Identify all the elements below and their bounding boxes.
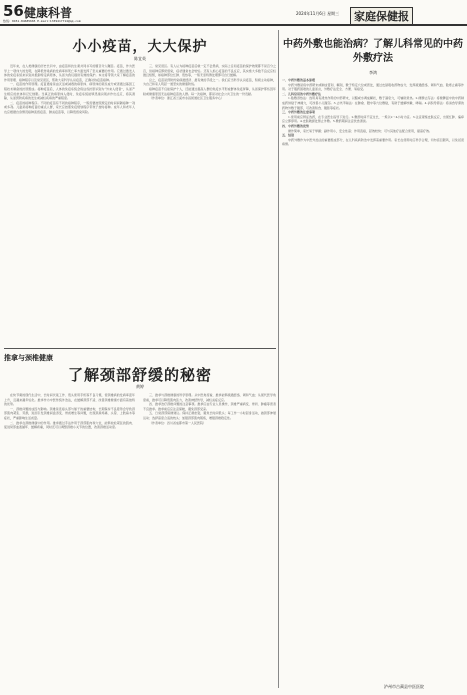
section-title: 健康科普 bbox=[24, 6, 73, 20]
article3-paragraph: 操作简单，家长易于掌握；副作用小，安全性高；作用直接，起效较快；可与其他疗法配合使用，提高疗效。 bbox=[288, 128, 433, 133]
article3-author: 李鸿 bbox=[369, 70, 377, 75]
article1-paragraph: 总之，疫苗是预防传染病最经济、最有效的手段之一。我们应当科学认识疫苗，积极主动接种，为自己和家人筑起一道坚实的健康防线。 bbox=[143, 77, 276, 87]
article1-affiliation: （作者单位：浙江省兰溪市永昌街道社区卫生服务中心） bbox=[149, 96, 225, 101]
issue-date: 2024年11月6日 星期三 bbox=[296, 11, 340, 16]
article3-paragraph: 1.使用前应辨证选药，在专业医生指导下进行。2.敷药时间不宜过长，一般以2～4小时为宜。3.注意观察皮肤反应，出现红肿、瘙痒应立即停用。4.皮肤破损处禁止外敷。5.敷药期间注意饮食清淡。 bbox=[282, 114, 464, 124]
article3-affiliation: 泸州市古蔺县中医医院 bbox=[384, 684, 424, 689]
column-divider bbox=[278, 30, 279, 688]
article1-paragraph: 近年来，在人类健康的历史长河中，由疫苗和抗生素共同书写的篇章令人瞩目。疫苗，作为医学上一项伟大的发明，在降低传染病的发病率和死亡率方面发挥了至关重要的作用。它通过激发人体的免疫系统来识别并抵御特定病原体，从而为我们提供有效的保护。本文将带领大家了解疫苗的作用原理、接种程序以及常见误区，帮助大家科学认识疫苗，正确对待疫苗接种。 bbox=[4, 64, 135, 82]
article3-section-heading: 五、结语 bbox=[282, 133, 295, 138]
article3-title: 中药外敷也能治病？了解儿科常见的中药外敷疗法 bbox=[283, 39, 463, 64]
article2-affiliation: （作者单位：四川省成都市第一人民医院） bbox=[149, 420, 207, 425]
article3-section-heading: 一、中药外敷的基本原理 bbox=[282, 78, 316, 82]
article2-paragraph: 二、推拿在颈椎健康中的作用。推拿通过手法作用于颈部肌肉和穴位，能够放松紧张的肌肉、促进局部血液循环、缓解疼痛，同时还可以调整颈椎小关节的位置，改善颈椎活动度。 bbox=[4, 420, 135, 430]
article1-title: 小小疫苗，大大保护 bbox=[72, 39, 208, 55]
article2-paragraph: 三、推拿与颈椎健康的科学原理。从中医角度看，推拿能够疏通经络、调和气血；从现代医学角度看，推拿可以降低肌肉张力，改善神经传导，减轻炎症反应。 bbox=[143, 393, 276, 402]
article3-paragraph: 中药外敷作为中医外治法的重要组成部分，在儿科疾病防治中发挥着重要作用。家长在使用时应科学合理，切勿盲目跟风，以免延误病情。 bbox=[282, 137, 464, 147]
article2-paragraph: 五、日常颈部保健建议。保持正确坐姿，避免长时间低头；每工作一小时起身活动，做颈部伸展运动；选择高度合适的枕头；加强颈部肌肉锻炼，增强颈椎稳定性。 bbox=[143, 411, 276, 420]
article2-column-left bbox=[4, 393, 135, 688]
newspaper-name: 家庭保健报 bbox=[350, 7, 413, 25]
article1-paragraph: 二、疫苗的接种程序。不同的疫苗有不同的接种程序，一般需要按照规定的时间间隔接种一剂或多剂。儿童是接种疫苗的重点人群，家长应按照免疫规划程序带孩子按时接种。成年人和老年人也应根据自身情况接种流感疫苗、肺炎疫苗等，以降低感染风险。 bbox=[4, 100, 135, 114]
article2-kicker: 推拿与颈椎健康 bbox=[4, 354, 53, 362]
page-number: 56 bbox=[3, 2, 24, 20]
article3-section-heading: 三、中药外敷的注意事项 bbox=[282, 110, 316, 115]
article3-paragraph: 1.贴敷退热法：选用具有清热作用的中药研末，以醋或水调成糊状，敷于涌泉穴，可辅助退热。2.健脾止泻法：将健脾温中的中药制成药饼贴于神阙穴，可改善小儿腹泻。3.止咳平喘法：在肺俞、膻中等穴位敷贴，有助于缓解咳嗽、哮喘。4.消积导滞法：将消食导滞的药物外敷于腹部，可改善积食、腹胀等症状。 bbox=[282, 96, 464, 110]
article-divider bbox=[4, 348, 276, 349]
article1-column-right bbox=[143, 64, 276, 346]
page-header bbox=[0, 0, 467, 26]
article3-section-heading: 二、儿科常用的中药外敷疗法 bbox=[282, 91, 322, 96]
article2-title: 了解颈部舒缓的秘密 bbox=[67, 366, 212, 384]
article1-paragraph: 一、疫苗的作用原理。疫苗通常是由灭活或减毒的病原体、病原体的某些成分或者通过基因工程技术制备的抗原组成。接种疫苗后，人体的免疫系统会将这些抗原识别为“外来入侵者”，从而产生相应的抗体和记忆细胞。当真正的病原体入侵时，免疫系统能够迅速识别并作出反应，将其清除，从而预防疾病的发生或减轻疾病的严重程度。 bbox=[4, 82, 135, 101]
article1-author: 陈宜英 bbox=[134, 56, 146, 61]
article1-column-left bbox=[4, 64, 135, 346]
article2-paragraph: 四、推拿治疗颈椎问题的注意事项。推拿应由专业人员操作，颈椎严重病变、骨折、肿瘤等患者不宜推拿。推拿前后应注意保暖，避免颈部受凉。 bbox=[143, 402, 276, 411]
article1-paragraph: 三、常见误区。有人认为接种疫苗后就一定不会患病，实际上任何疫苗的保护效果都不是百分之百，但接种后即使感染，症状通常也会较轻。还有人担心疫苗的不良反应，其实绝大多数不良反应轻微且短暂，如接种部位红肿、低热等，一般无需特殊处理即可自行缓解。 bbox=[143, 64, 276, 78]
article1-paragraph: 接种疫苗不仅能保护个人，还能通过提高人群的免疫水平形成群体免疫屏障，从而保护那些因年龄或健康原因无法接种疫苗的人群。每一次接种，都是对社会公共卫生的一份贡献。 bbox=[143, 86, 276, 96]
article2-paragraph: 在快节奏的现代生活中，长时间伏案工作、低头使用手机等不良习惯，使颈椎病的发病率逐年上升，且越来越年轻化。推拿作为中医传统外治法，在缓解颈部不适、改善颈椎健康方面有着独特的优势。 bbox=[4, 393, 135, 407]
article2-paragraph: 一、颈椎问题的成因与影响。颈椎是连接头部与躯干的重要结构，长期保持不良姿势会导致颈部肌肉紧张、劳损，进而引发颈椎间盘退变、骨质增生等问题，出现颈肩疼痛、头晕、上肢麻木等症状，严重影响生活质量。 bbox=[4, 406, 135, 420]
article2-author: 黄婷 bbox=[136, 384, 144, 389]
article3-paragraph: 中药外敷是将中药研末或制成膏剂、糊剂，敷于特定穴位或患处，通过皮肤吸收药物成分，发挥疏通经络、调和气血、散寒止痛等作用。对于服药困难的儿童而言，外敷疗法安全、方便、易接受。 bbox=[282, 82, 464, 92]
article3-section-heading: 四、中药外敷的优势 bbox=[282, 123, 310, 128]
article3-body bbox=[282, 78, 464, 682]
article2-column-right bbox=[143, 393, 276, 688]
contact-info: 热线：0451-84685665 E-mail:1339417714@qq.com bbox=[3, 19, 81, 23]
